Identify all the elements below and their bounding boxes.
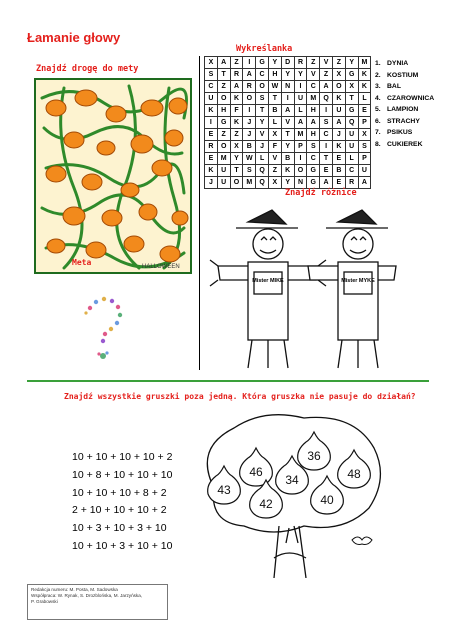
- wordsearch-cell: G: [307, 165, 320, 177]
- wordsearch-row: [205, 165, 371, 177]
- wordsearch-cell: M: [358, 57, 371, 69]
- pear-number: 42: [259, 497, 273, 511]
- pear-number: 40: [320, 493, 334, 507]
- word-list-item: 3. BAL: [375, 83, 401, 90]
- wordsearch-cell: J: [256, 141, 269, 153]
- wordsearch-cell: R: [243, 81, 256, 93]
- wordsearch-cell: B: [268, 105, 281, 117]
- section-divider-horizontal: [27, 380, 429, 382]
- wordsearch-cell: X: [358, 129, 371, 141]
- badge-left-text: Mister MIKE: [252, 278, 284, 284]
- wordsearch-cell: U: [294, 93, 307, 105]
- wordsearch-cell: E: [205, 153, 218, 165]
- wordsearch-cell: X: [230, 141, 243, 153]
- wordsearch-cell: C: [205, 81, 218, 93]
- wordsearch-cell: C: [256, 69, 269, 81]
- wordsearch-cell: J: [205, 177, 218, 189]
- wordsearch-cell: Y: [256, 117, 269, 129]
- scarecrow-illustration: [208, 200, 398, 372]
- equation-item: 10 + 10 + 10 + 10 + 2: [72, 451, 173, 463]
- wordsearch-cell: A: [294, 117, 307, 129]
- wordsearch-cell: U: [345, 129, 358, 141]
- wordsearch-word-list: [375, 58, 434, 150]
- wordsearch-cell: A: [320, 177, 333, 189]
- wordsearch-cell: L: [345, 153, 358, 165]
- wordsearch-cell: P: [358, 117, 371, 129]
- wordsearch-cell: T: [281, 129, 294, 141]
- wordsearch-cell: R: [345, 177, 358, 189]
- wordsearch-row: [205, 129, 371, 141]
- pear-number: 46: [249, 465, 263, 479]
- equation-list: [72, 449, 172, 556]
- wordsearch-cell: B: [332, 165, 345, 177]
- wordsearch-cell: X: [268, 177, 281, 189]
- wordsearch-cell: U: [358, 165, 371, 177]
- wordsearch-cell: O: [217, 93, 230, 105]
- maze-finish-label: Meta: [72, 258, 92, 267]
- pear-number: 48: [347, 467, 361, 481]
- wordsearch-cell: I: [294, 81, 307, 93]
- page-title: Łamanie głowy: [27, 30, 121, 45]
- wordsearch-cell: P: [358, 153, 371, 165]
- wordsearch-cell: D: [281, 57, 294, 69]
- wordsearch-cell: J: [243, 129, 256, 141]
- wordsearch-cell: G: [217, 117, 230, 129]
- wordsearch-cell: Y: [268, 57, 281, 69]
- wordsearch-cell: H: [268, 69, 281, 81]
- wordsearch-cell: T: [320, 153, 333, 165]
- wordsearch-cell: E: [358, 105, 371, 117]
- wordsearch-cell: L: [256, 153, 269, 165]
- pear-number: 43: [217, 483, 231, 497]
- wordsearch-cell: Q: [320, 93, 333, 105]
- wordsearch-cell: X: [205, 57, 218, 69]
- wordsearch-cell: X: [345, 81, 358, 93]
- wordsearch-cell: M: [217, 153, 230, 165]
- wordsearch-cell: Y: [230, 153, 243, 165]
- maze-credit: HALLOWEEN: [142, 264, 180, 270]
- wordsearch-cell: C: [320, 129, 333, 141]
- wordsearch-cell: F: [268, 141, 281, 153]
- wordsearch-cell: Z: [217, 129, 230, 141]
- wordsearch-cell: A: [307, 117, 320, 129]
- wordsearch-cell: V: [268, 153, 281, 165]
- wordsearch-cell: I: [320, 105, 333, 117]
- wordsearch-cell: W: [268, 81, 281, 93]
- wordsearch-cell: C: [307, 81, 320, 93]
- wordsearch-cell: K: [281, 165, 294, 177]
- wordsearch-cell: U: [217, 165, 230, 177]
- wordsearch-cell: K: [332, 141, 345, 153]
- wordsearch-cell: I: [281, 93, 294, 105]
- wordsearch-cell: I: [320, 141, 333, 153]
- wordsearch-cell: Z: [268, 165, 281, 177]
- wordsearch-cell: Z: [332, 57, 345, 69]
- wordsearch-cell: E: [320, 165, 333, 177]
- wordsearch-cell: N: [294, 177, 307, 189]
- wordsearch-cell: V: [320, 57, 333, 69]
- wordsearch-cell: O: [230, 177, 243, 189]
- footer-line: P. Grabowski: [31, 599, 58, 605]
- wordsearch-cell: T: [256, 105, 269, 117]
- wordsearch-cell: K: [205, 165, 218, 177]
- wordsearch-cell: S: [307, 141, 320, 153]
- wordsearch-cell: K: [205, 105, 218, 117]
- equation-item: 10 + 3 + 10 + 3 + 10: [72, 522, 167, 535]
- wordsearch-cell: F: [230, 105, 243, 117]
- wordsearch-cell: G: [256, 57, 269, 69]
- word-list-item: 5. LAMPION: [375, 106, 419, 113]
- wordsearch-cell: O: [217, 141, 230, 153]
- wordsearch-heading: Wykreślanka: [236, 44, 293, 54]
- difference-heading: Znajdź różnice: [285, 188, 357, 198]
- footer-line: Współpraca: W. Rynak, S. Drozblońska, M. Jarzyńska,: [31, 593, 143, 599]
- wordsearch-cell: P: [294, 141, 307, 153]
- wordsearch-cell: H: [217, 105, 230, 117]
- wordsearch-cell: Q: [345, 117, 358, 129]
- wordsearch-cell: A: [243, 69, 256, 81]
- wordsearch-cell: C: [307, 153, 320, 165]
- pear-number: 34: [285, 473, 299, 487]
- wordsearch-cell: G: [307, 177, 320, 189]
- wordsearch-cell: C: [345, 165, 358, 177]
- wordsearch-cell: H: [307, 105, 320, 117]
- wordsearch-cell: O: [294, 165, 307, 177]
- wordsearch-cell: Z: [307, 57, 320, 69]
- wordsearch-cell: L: [294, 105, 307, 117]
- pear-number: 36: [307, 449, 321, 463]
- wordsearch-cell: A: [320, 81, 333, 93]
- wordsearch-cell: R: [230, 69, 243, 81]
- pears-heading: Znajdź wszystkie gruszki poza jedną. Która gruszka nie pasuje do działań?: [64, 392, 416, 401]
- wordsearch-cell: Q: [256, 165, 269, 177]
- wordsearch-cell: T: [230, 165, 243, 177]
- wordsearch-cell: L: [358, 93, 371, 105]
- wordsearch-cell: S: [205, 69, 218, 81]
- badge-right-text: Mister MYKE: [341, 278, 375, 284]
- wordsearch-row: [205, 93, 371, 105]
- wordsearch-cell: U: [205, 93, 218, 105]
- wordsearch-cell: X: [332, 69, 345, 81]
- wordsearch-cell: T: [268, 93, 281, 105]
- wordsearch-cell: O: [256, 81, 269, 93]
- wordsearch-cell: V: [256, 129, 269, 141]
- wordsearch-cell: V: [281, 117, 294, 129]
- equation-item: 10 + 8 + 10 + 10 + 10: [72, 468, 173, 481]
- wordsearch-cell: I: [294, 153, 307, 165]
- footer-line: Redakcja numeru: M. Posta, M. Sadowska: [31, 587, 118, 592]
- wordsearch-cell: B: [281, 153, 294, 165]
- wordsearch-cell: N: [281, 81, 294, 93]
- word-list-item: 4. CZAROWNICA: [375, 94, 435, 102]
- word-list-item: 6. STRACHY: [375, 117, 420, 125]
- wordsearch-cell: Z: [230, 57, 243, 69]
- wordsearch-cell: H: [307, 129, 320, 141]
- wordsearch-cell: S: [243, 165, 256, 177]
- wordsearch-cell: S: [256, 93, 269, 105]
- wordsearch-cell: K: [332, 93, 345, 105]
- wordsearch-cell: Q: [256, 177, 269, 189]
- equation-item: 10 + 10 + 3 + 10 + 10: [72, 539, 173, 552]
- wordsearch-cell: U: [345, 141, 358, 153]
- wordsearch-cell: I: [205, 117, 218, 129]
- question-mark-illustration: [76, 294, 130, 364]
- wordsearch-cell: R: [294, 57, 307, 69]
- wordsearch-cell: X: [268, 129, 281, 141]
- wordsearch-cell: K: [230, 117, 243, 129]
- wordsearch-cell: A: [230, 81, 243, 93]
- wordsearch-cell: J: [243, 117, 256, 129]
- wordsearch-row: [205, 141, 371, 153]
- wordsearch-cell: A: [332, 117, 345, 129]
- wordsearch-cell: Y: [294, 69, 307, 81]
- pear-tree-illustration: [194, 408, 388, 578]
- wordsearch-cell: U: [332, 105, 345, 117]
- wordsearch-cell: G: [345, 69, 358, 81]
- word-list-item: 7. PSIKUS: [375, 129, 413, 136]
- wordsearch-row: [205, 117, 371, 129]
- wordsearch-cell: Z: [217, 81, 230, 93]
- wordsearch-row: [205, 105, 371, 117]
- word-list-item: 2. KOSTIUM: [375, 71, 419, 79]
- footer-credits: [27, 584, 168, 620]
- wordsearch-cell: K: [358, 81, 371, 93]
- wordsearch-cell: M: [294, 129, 307, 141]
- wordsearch-row: [205, 69, 371, 81]
- wordsearch-grid: [204, 56, 371, 189]
- wordsearch-cell: G: [345, 105, 358, 117]
- wordsearch-cell: U: [217, 177, 230, 189]
- wordsearch-cell: A: [281, 105, 294, 117]
- wordsearch-cell: Y: [281, 141, 294, 153]
- wordsearch-row: [205, 177, 371, 189]
- wordsearch-cell: Z: [230, 129, 243, 141]
- maze-heading: Znajdź drogę do mety: [36, 64, 139, 74]
- wordsearch-cell: O: [332, 81, 345, 93]
- wordsearch-cell: K: [230, 93, 243, 105]
- word-list-item: 1. DYNIA: [375, 60, 409, 67]
- wordsearch-cell: Y: [345, 57, 358, 69]
- equation-item: 10 + 10 + 10 + 8 + 2: [72, 486, 167, 499]
- wordsearch-cell: T: [345, 93, 358, 105]
- wordsearch-cell: M: [243, 177, 256, 189]
- wordsearch-cell: A: [217, 57, 230, 69]
- wordsearch-row: [205, 57, 371, 69]
- wordsearch-cell: R: [205, 141, 218, 153]
- wordsearch-cell: I: [243, 57, 256, 69]
- wordsearch-cell: V: [307, 69, 320, 81]
- wordsearch-cell: T: [217, 69, 230, 81]
- wordsearch-cell: B: [243, 141, 256, 153]
- wordsearch-cell: E: [332, 177, 345, 189]
- wordsearch-cell: M: [307, 93, 320, 105]
- word-list-item: 8. CUKIEREK: [375, 140, 423, 148]
- pumpkin-maze: [34, 78, 192, 274]
- wordsearch-row: [205, 153, 371, 165]
- wordsearch-cell: S: [358, 141, 371, 153]
- wordsearch-cell: Y: [281, 69, 294, 81]
- wordsearch-cell: K: [358, 69, 371, 81]
- wordsearch-cell: Z: [320, 69, 333, 81]
- wordsearch-cell: L: [268, 117, 281, 129]
- wordsearch-cell: I: [243, 105, 256, 117]
- butterfly-icon: [352, 537, 372, 545]
- equation-item: 2 + 10 + 10 + 10 + 2: [72, 504, 167, 517]
- wordsearch-cell: A: [358, 177, 371, 189]
- wordsearch-cell: E: [205, 129, 218, 141]
- wordsearch-cell: E: [332, 153, 345, 165]
- wordsearch-cell: W: [243, 153, 256, 165]
- wordsearch-cell: O: [243, 93, 256, 105]
- wordsearch-row: [205, 81, 371, 93]
- wordsearch-cell: Y: [281, 177, 294, 189]
- wordsearch-cell: S: [320, 117, 333, 129]
- wordsearch-cell: J: [332, 129, 345, 141]
- section-divider-vertical: [199, 56, 200, 370]
